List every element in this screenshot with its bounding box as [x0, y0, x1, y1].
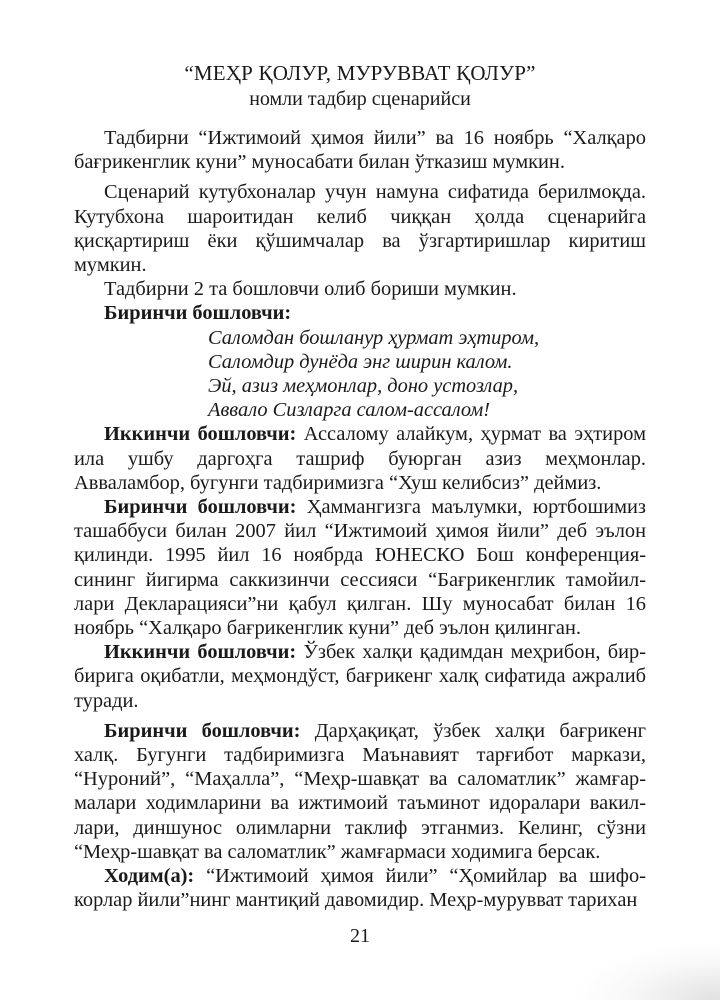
- speaker-label: Иккинчи бошловчи:: [104, 423, 297, 446]
- dialogue-text: Дарҳақиқат, ўзбек халқи бағрикенг халқ. Бугунги тадбиримизга Маънавият тарғибот маркази, “Нуроний”, “Маҳалла”, “Меҳр-шавқат ва саломатлик” жамғар-малари ходимларини ва ижтимоий таъминот идоралари вакил-лари, диншунос олимларни таклиф этганмиз. Келинг, сўзни “Меҳр-шавқат ва саломатлик” жамғармаси ходимига берсак.: [74, 719, 646, 863]
- speaker-label: Ходим(а):: [104, 865, 195, 888]
- poem-line: Эй, азиз меҳмонлар, доно устозлар,: [208, 375, 519, 398]
- first-host-heading: [74, 301, 646, 325]
- poem-line: Саломдир дунёда энг ширин калом.: [208, 350, 513, 373]
- page-number: 21: [350, 925, 370, 947]
- dialogue-paragraph: [74, 495, 646, 640]
- scenario-note-paragraph: Сценарий кутубхоналар учун намуна сифатида берилмоқда. Кутубхона шароитидан келиб чиққан ҳолда сценарийга қисқартириш ёки қўшимчалар ва ўзгартиришлар киритиш мумкин.: [74, 181, 646, 277]
- speaker-label: Биринчи бошловчи:: [104, 719, 301, 742]
- poem-line: Аввало Сизларга салом-ассалом!: [208, 399, 491, 422]
- speaker-label: Биринчи бошловчи:: [104, 302, 292, 325]
- dialogue-text: Ўзбек халқи қадимдан меҳрибон, бир-бирига оқибатли, меҳмондўст, бағрикенг халқ сифатида ажралиб туради.: [74, 641, 646, 712]
- dialogue-text: Ассалому алайкум, ҳурмат ва эҳтиром ила ушбу даргоҳга ташриф буюрган азиз меҳмонлар. Авваламбор, бугунги тадбиримизга “Хуш келибсиз” деймиз.: [74, 423, 646, 494]
- greeting-poem: [208, 326, 646, 423]
- dialogue-paragraph: [74, 422, 646, 495]
- poem-line: Саломдан бошланур ҳурмат эҳтиром,: [208, 326, 540, 349]
- intro-paragraph: Тадбирни “Ижтимоий ҳимоя йили” ва 16 ноябрь “Халқаро бағрикенглик куни” муносабати билан ўтказиш мумкин.: [74, 127, 646, 174]
- dialogue-text: “Ижтимоий ҳимоя йили” “Ҳомийлар ва шифо-корлар йили”нинг мантиқий давомидир. Меҳр-мурувват тарихан: [74, 865, 646, 912]
- page-corner-shadow: [570, 940, 720, 1000]
- dialogue-paragraph: [74, 864, 646, 912]
- dialogue-paragraph: [74, 640, 646, 713]
- speaker-label: Иккинчи бошловчи:: [104, 641, 297, 664]
- document-body: [74, 126, 646, 913]
- document-title: “МЕҲР ҚОЛУР, МУРУВВАТ ҚОЛУР”: [184, 61, 536, 85]
- speaker-label: Биринчи бошловчи:: [104, 496, 297, 519]
- dialogue-text: Ҳаммангизга маълумки, юртбошимиз ташаббуси билан 2007 йил “Ижтимоий ҳимоя йили” деб эълон қилинди. 1995 йил 16 ноябрда ЮНЕСКО Бош конференция-сининг йигирма саккизинчи сессияси “Бағрикенглик тамойил-лари Декларацияси”ни қабул қилган. Шу муносабат билан 16 ноябрь “Халқаро бағрикенглик куни” деб эълон қилинган.: [74, 496, 646, 640]
- dialogue-paragraph: [74, 719, 646, 864]
- hosts-note-paragraph: Тадбирни 2 та бошловчи олиб бориши мумкин.: [104, 278, 517, 301]
- document-subtitle: номли тадбир сценарийси: [249, 88, 471, 110]
